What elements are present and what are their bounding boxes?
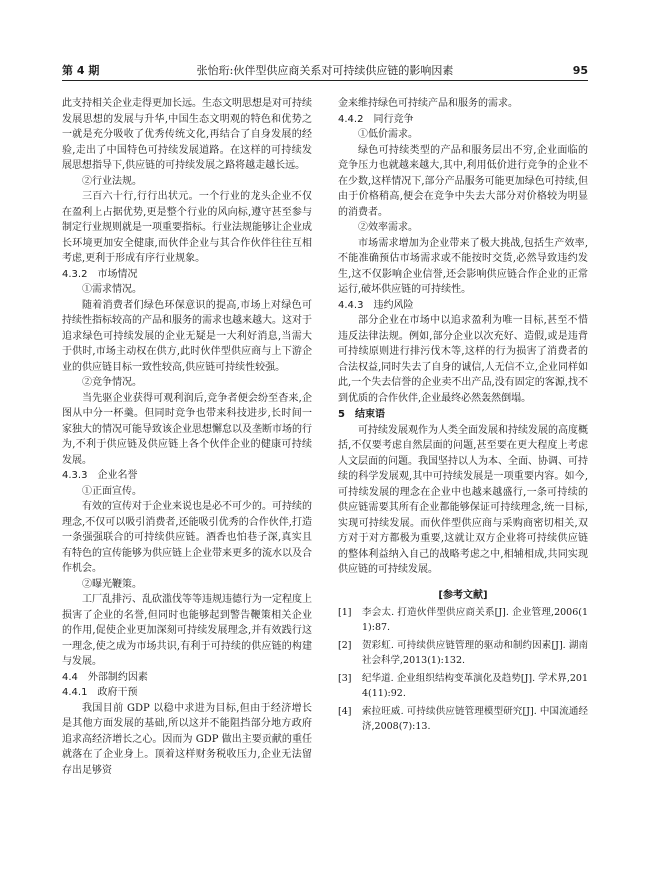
paragraph: ①需求情况。 [82,284,142,295]
paragraph: 有效的宣传对于企业来说也是必不可少的。可持续的理念,不仅可以吸引消费者,还能吸引优秀的合作伙伴,打造一条强强联合的可持续供应链。酒香也怕巷子深,真实且有特色的宣传能够为供应链上企业带来更多的流水以及合作机会。 [62,501,312,574]
section-heading: 4.4.2 同行竞争 [338,113,414,125]
reference-item [338,704,588,734]
section-heading: 4.4 外部制约因素 [62,671,148,683]
reference-item [338,638,588,668]
paragraph: 三百六十行,行行出状元。一个行业的龙头企业不仅在盈利上占据优势,更是整个行业的风向标,遵守甚至参与制定行业规则就是一项重要指标。行业法规能够让企业成长环境更加安全健康,而伙伴企业与其合作伙伴往往互相考虑,更利于形成有序行业规象。 [62,191,312,264]
section-heading: 5 结束语 [338,409,385,420]
paragraph: 市场需求增加为企业带来了极大挑战,包括生产效率,不能准确预估市场需求或不能按时交货,必然导致违约发生,这不仅影响企业信誉,还会影响供应链合作企业的正常运行,破坏供应链的可持续性。 [338,237,588,295]
issue-number: 第 4 期 [62,64,100,77]
reference-text: 贺彩虹. 可持续供应链管理的驱动和制约因素[J]. 湖南社会科学,2013(1):132. [362,640,588,666]
reference-number: [2] [338,640,352,651]
right-column [338,96,588,737]
section-heading: 4.3.3 企业名誉 [62,470,138,481]
paragraph: 随着消费者们绿色环保意识的提高,市场上对绿色可持续性指标较高的产品和服务的需求也越来越大。这对于追求绿色可持续发展的企业无疑是一大利好消息,当需大于供时,市场主动权在供方,此时伙伴型供应商与上下游企业的供应链目标一致性较高,供应链可持续性较强。 [62,299,312,373]
paragraph: ②曝光鞭策。 [82,578,142,590]
references-list [338,605,588,734]
reference-text: 纪华道. 企业组织结构变革演化及趋势[J]. 学术界,2014(11):92. [362,673,588,699]
section-heading: 4.3.2 市场情况 [62,268,138,280]
running-header [62,62,588,81]
paragraph: 此支持相关企业走得更加长远。生态文明思想是对可持续发展思想的发展与升华,中国生态文明观的特色和优势之一就是充分吸收了优秀传统文化,再结合了自身发展的经验,走出了中国特色可持续发展道路。在这样的可持续发展思想指导下,供应链的可持续发展之路将越走越长远。 [62,98,312,171]
section-heading: 4.4.1 政府干预 [62,687,138,698]
reference-number: [1] [338,607,352,618]
paragraph: ①正面宣传。 [82,485,142,497]
paragraph: 我国目前 GDP 以稳中求进为目标,但由于经济增长是其他方面发展的基础,所以这并不能阻挡部分地方政府追求高经济增长之心。因而为 GDP 做出主要贡献的重任就落在了企业身上。顶着这样财务税收压力,企业无法留存出足够资 [62,702,312,776]
reference-number: [3] [338,673,352,684]
page-number: 95 [572,64,588,77]
references-title: [参考文献] [438,589,488,601]
paragraph: 绿色可持续类型的产品和服务层出不穷,企业面临的竞争压力也就越来越大,其中,利用低价进行竞争的企业不在少数,这样情况下,部分产品服务可能更加绿色可持续,但由于价格稍高,便会在竞争中失去大部分对价格较为明显的消费者。 [338,144,588,218]
reference-item [338,605,588,635]
paragraph: ②行业法规。 [82,175,142,187]
paragraph: 工厂乱排污、乱砍滥伐等等违规违德行为一定程度上损害了企业的名誉,但同时也能够起到警告鞭策相关企业的作用,促使企业更加深刻可持续发展理念,并有效践行这一理念,使之成为市场共识,有利于可持续的供应链的构建与发展。 [62,594,312,667]
paragraph: ②效率需求。 [358,222,418,233]
left-column [62,96,312,778]
reference-text: 索拉旺威. 可持续供应链管理模型研究[J]. 中国流通经济,2008(7):13. [362,706,588,732]
paragraph: ②竞争情况。 [82,377,142,388]
reference-text: 李会太. 打造伙伴型供应商关系[J]. 企业管理,2006(11):87. [362,607,588,633]
reference-number: [4] [338,706,352,717]
reference-item [338,671,588,701]
paragraph: 部分企业在市场中以追求盈利为唯一目标,甚至不惜违反法律法规。例如,部分企业以次充好、造假,或是违背可持续原则进行排污伐木等,这样的行为损害了消费者的合法权益,同时失去了自身的诚信,人无信不立,企业同样如此,一个失去信誉的企业卖不出产品,没有固定的客源,找不到优质的合作伙伴,企业最终必然轰然倒塌。 [338,315,588,404]
paragraph: 可持续发展观作为人类全面发展和持续发展的高度概括,不仅要考虑自然层面的问题,甚至要在更大程度上考虑人文层面的问题。我国坚持以人为本、全面、协调、可持续的科学发展观,其中可持续发展是一项重要内容。如今,可持续发展的理念在企业中也越来越盛行,一条可持续的供应链需要其所有企业都能够保证可持续理念,统一目标,实现可持续发展。而伙伴型供应商与采购商密切相关,双方对于对方都极为重要,这就让双方企业将可持续供应链的整体利益纳入自己的战略考虑之中,相辅相成,共同实现供应链的可持续发展。 [338,424,588,575]
right-column-body [338,96,588,578]
paragraph: 金来维持绿色可持续产品和服务的需求。 [338,98,518,109]
paragraph: ①低价需求。 [358,129,418,140]
running-title: 张怡珩:伙伴型供应商关系对可持续供应链的影响因素 [196,64,454,77]
section-heading: 4.4.3 违约风险 [338,299,414,311]
paragraph: 当先驱企业获得可观利润后,竞争者便会纷至杳来,企图从中分一杯羹。但同时竞争也带来科技进步,长时间一家独大的情况可能导致该企业思想懈怠以及垄断市场的行为,不利于供应链及供应链上各个伙伴企业的健康可持续发展。 [62,392,312,466]
